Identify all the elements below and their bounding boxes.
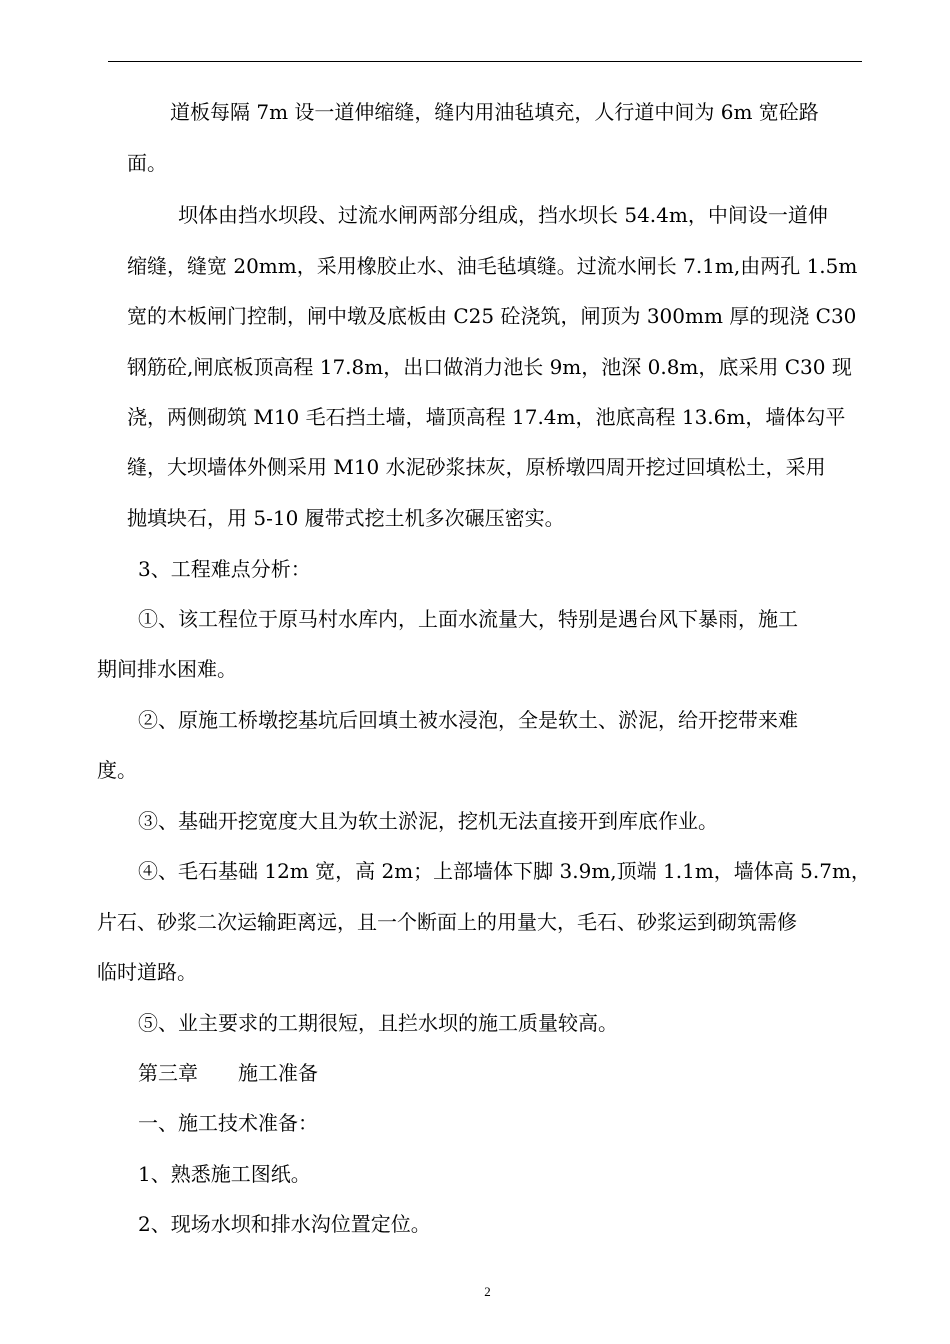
text-line: ②、原施工桥墩挖基坑后回填土被水浸泡，全是软土、淤泥，给开挖带来难: [138, 708, 798, 732]
text-line: 浇，两侧砌筑 M10 毛石挡土墙，墙顶高程 17.4m，池底高程 13.6m，墙体勾平: [127, 405, 846, 429]
page-number: 2: [484, 1284, 491, 1299]
text-line: 宽的木板闸门控制，闸中墩及底板由 C25 砼浇筑，闸顶为 300mm 厚的现浇 C30: [127, 304, 857, 328]
chapter-heading: 第三章 施工准备: [138, 1061, 318, 1085]
text-line: 度。: [97, 758, 137, 782]
text-line: 面。: [127, 151, 167, 175]
text-line: ④、毛石基础 12m 宽，高 2m；上部墙体下脚 3.9m,顶端 1.1m，墙体高 5.7m，: [138, 859, 871, 883]
text-line: 钢筋砼,闸底板顶高程 17.8m，出口做消力池长 9m，池深 0.8m，底采用 C30 现: [127, 355, 852, 379]
text-line: ⑤、业主要求的工期很短，且拦水坝的施工质量较高。: [138, 1011, 618, 1035]
text-line: 坝体由挡水坝段、过流水闸两部分组成，挡水坝长 54.4m，中间设一道伸: [178, 203, 828, 227]
text-line: 道板每隔 7m 设一道伸缩缝，缝内用油毡填充，人行道中间为 6m 宽砼路: [170, 100, 819, 124]
section-heading: 3、工程难点分析：: [138, 557, 311, 581]
text-line: 缩缝，缝宽 20mm，采用橡胶止水、油毛毡填缝。过流水闸长 7.1m,由两孔 1.5m: [127, 254, 858, 278]
header-rule: [108, 61, 862, 62]
section-heading: 一、施工技术准备：: [138, 1111, 318, 1135]
text-line: ①、该工程位于原马村水库内，上面水流量大，特别是遇台风下暴雨，施工: [138, 607, 798, 631]
text-line: ③、基础开挖宽度大且为软土淤泥，挖机无法直接开到库底作业。: [138, 809, 718, 833]
text-line: 期间排水困难。: [97, 657, 237, 681]
text-line: 缝，大坝墙体外侧采用 M10 水泥砂浆抹灰，原桥墩四周开挖过回填松土，采用: [127, 455, 826, 479]
text-line: 抛填块石，用 5-10 履带式挖土机多次碾压密实。: [127, 506, 565, 530]
list-item: 2、现场水坝和排水沟位置定位。: [138, 1212, 431, 1236]
text-line: 临时道路。: [97, 960, 197, 984]
text-line: 片石、砂浆二次运输距离远，且一个断面上的用量大，毛石、砂浆运到砌筑需修: [97, 910, 797, 934]
list-item: 1、熟悉施工图纸。: [138, 1162, 311, 1186]
